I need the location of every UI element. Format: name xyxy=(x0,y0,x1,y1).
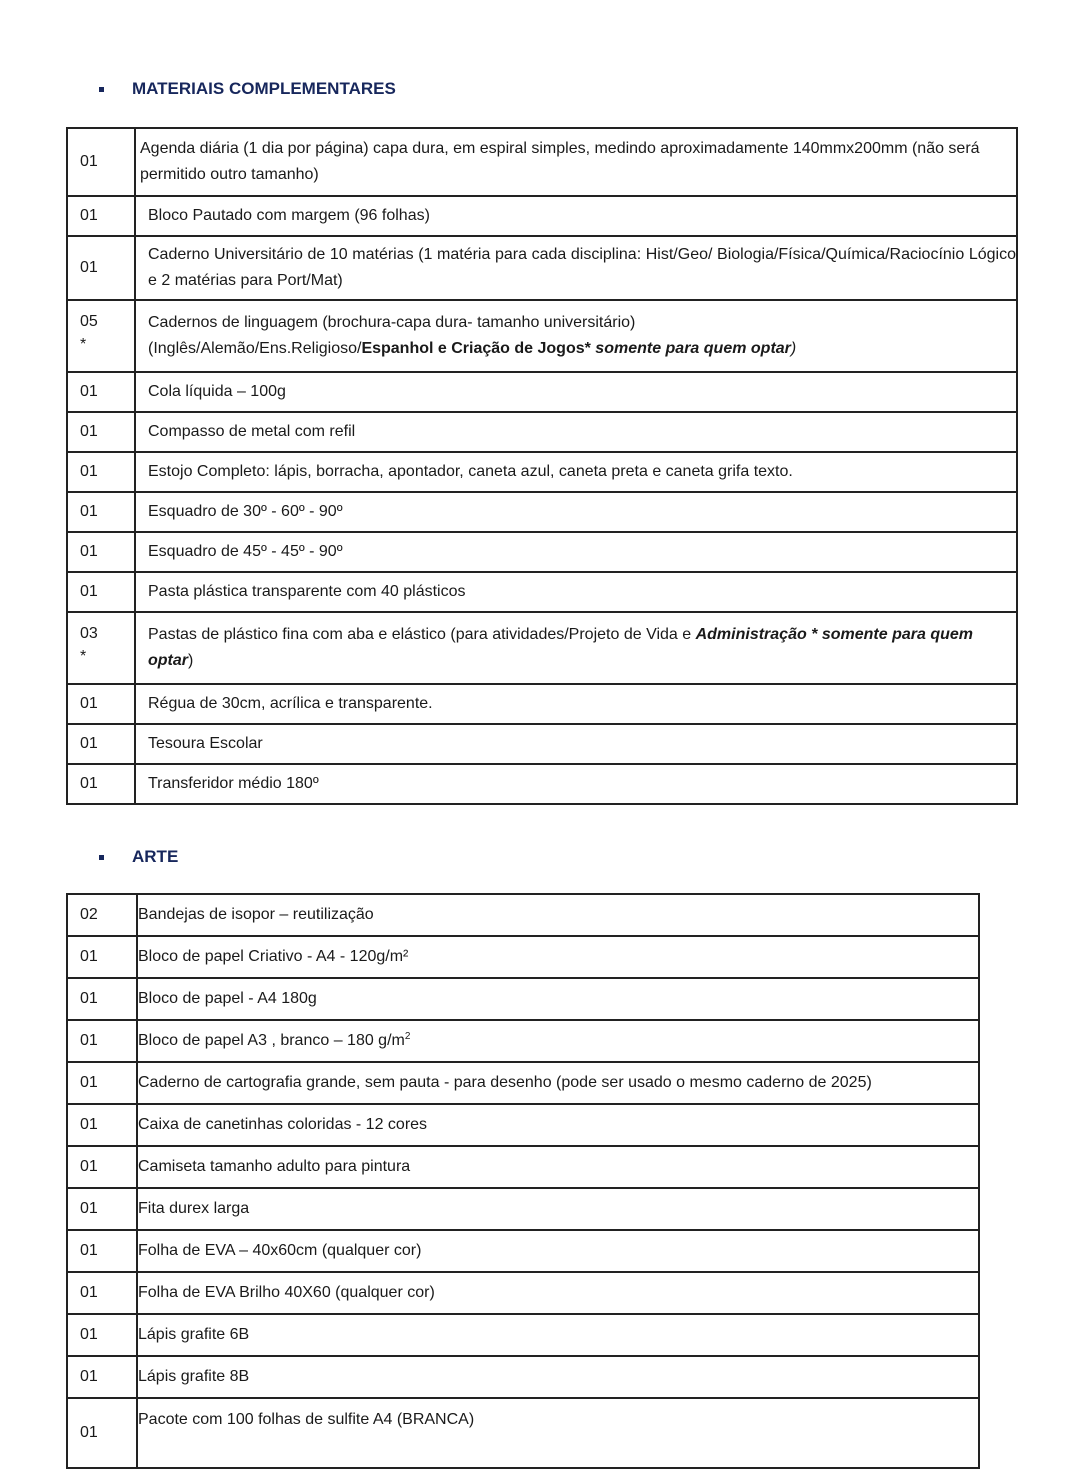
item-quantity xyxy=(67,300,135,372)
table-row xyxy=(67,1272,979,1314)
item-quantity: 01 xyxy=(67,452,135,492)
item-description xyxy=(135,612,1017,684)
table-row xyxy=(67,1356,979,1398)
item-description: Compasso de metal com refil xyxy=(135,412,1017,452)
item-quantity: 01 xyxy=(67,1230,137,1272)
table-row xyxy=(67,1188,979,1230)
table-row xyxy=(67,1230,979,1272)
item-quantity: 01 xyxy=(67,492,135,532)
description-text: Bloco de papel A3 , branco – 180 g/m xyxy=(138,1032,405,1049)
item-description: Régua de 30cm, acrílica e transparente. xyxy=(135,684,1017,724)
item-quantity: 01 xyxy=(67,128,135,196)
item-description: Camiseta tamanho adulto para pintura xyxy=(137,1146,979,1188)
item-description: Folha de EVA Brilho 40X60 (qualquer cor) xyxy=(137,1272,979,1314)
item-quantity: 01 xyxy=(67,1104,137,1146)
materiais-complementares-table xyxy=(66,127,1018,805)
item-quantity: 02 xyxy=(67,894,137,936)
description-bold-italic: Administração * somente para quem optar xyxy=(148,626,974,669)
description-bold-italic: somente para quem optar xyxy=(590,340,791,357)
square-bullet-icon xyxy=(99,87,104,92)
section-title: MATERIAIS COMPLEMENTARES xyxy=(132,79,396,98)
description-plain: (Inglês/Alemão/Ens.Religioso/ xyxy=(148,340,362,357)
table-row xyxy=(67,894,979,936)
item-quantity: 01 xyxy=(67,724,135,764)
item-description: Transferidor médio 180º xyxy=(135,764,1017,804)
item-description: Bloco de papel Criativo - A4 - 120g/m² xyxy=(137,936,979,978)
item-description: Caixa de canetinhas coloridas - 12 cores xyxy=(137,1104,979,1146)
description-bold: Espanhol e Criação de Jogos* xyxy=(361,340,591,357)
item-quantity: 01 xyxy=(67,1272,137,1314)
table-row xyxy=(67,612,1017,684)
section-title: ARTE xyxy=(132,847,179,866)
item-description: Fita durex larga xyxy=(137,1188,979,1230)
item-quantity: 01 xyxy=(67,978,137,1020)
item-quantity: 01 xyxy=(67,236,135,300)
item-description: Lápis grafite 6B xyxy=(137,1314,979,1356)
arte-table xyxy=(66,893,980,1469)
item-description: Bandejas de isopor – reutilização xyxy=(137,894,979,936)
table-row xyxy=(67,1314,979,1356)
item-description: Caderno de cartografia grande, sem pauta - para desenho (pode ser usado o mesmo caderno de 2025) xyxy=(137,1062,979,1104)
table-row xyxy=(67,196,1017,236)
table-row xyxy=(67,492,1017,532)
description-end: ) xyxy=(188,652,194,669)
item-quantity: 01 xyxy=(67,1398,137,1468)
item-description: Agenda diária (1 dia por página) capa dura, em espiral simples, medindo aproximadamente 140mmx200mm (não será permitido outro tamanho) xyxy=(135,128,1017,196)
item-quantity xyxy=(67,612,135,684)
description-end: ) xyxy=(790,340,797,357)
table-row xyxy=(67,128,1017,196)
item-quantity: 01 xyxy=(67,936,137,978)
quantity-value: 05 xyxy=(80,313,98,330)
table-row xyxy=(67,1062,979,1104)
table-row xyxy=(67,572,1017,612)
table-row xyxy=(67,1398,979,1468)
item-description: Bloco de papel - A4 180g xyxy=(137,978,979,1020)
item-quantity: 01 xyxy=(67,764,135,804)
table-row xyxy=(67,936,979,978)
item-description xyxy=(137,1020,979,1062)
square-bullet-icon xyxy=(99,855,104,860)
table-row xyxy=(67,1020,979,1062)
item-description xyxy=(135,300,1017,372)
table-row xyxy=(67,372,1017,412)
superscript: 2 xyxy=(404,1031,411,1042)
item-description: Lápis grafite 8B xyxy=(137,1356,979,1398)
table-row xyxy=(67,1104,979,1146)
table-row xyxy=(67,724,1017,764)
table-row xyxy=(67,236,1017,300)
item-quantity: 01 xyxy=(67,1146,137,1188)
item-description: Cola líquida – 100g xyxy=(135,372,1017,412)
item-description: Tesoura Escolar xyxy=(135,724,1017,764)
section-heading-materiais-complementares xyxy=(96,79,396,99)
item-quantity: 01 xyxy=(67,1020,137,1062)
item-description: Caderno Universitário de 10 matérias (1 matéria para cada disciplina: Hist/Geo/ Biologia/Física/Química/Raciocínio Lógico e 2 matérias para Port/Mat) xyxy=(135,236,1017,300)
table-row xyxy=(67,684,1017,724)
item-quantity: 01 xyxy=(67,1314,137,1356)
item-quantity: 01 xyxy=(67,196,135,236)
item-description: Estojo Completo: lápis, borracha, apontador, caneta azul, caneta preta e caneta grifa texto. xyxy=(135,452,1017,492)
table-row xyxy=(67,300,1017,372)
table-row xyxy=(67,452,1017,492)
item-quantity: 01 xyxy=(67,1356,137,1398)
quantity-value: 03 xyxy=(80,625,98,642)
item-quantity: 01 xyxy=(67,412,135,452)
table-row xyxy=(67,764,1017,804)
table-row xyxy=(67,1146,979,1188)
item-description: Esquadro de 45º - 45º - 90º xyxy=(135,532,1017,572)
optional-marker: * xyxy=(80,648,87,665)
optional-marker: * xyxy=(80,336,87,353)
item-description: Pasta plástica transparente com 40 plásticos xyxy=(135,572,1017,612)
table-row xyxy=(67,412,1017,452)
item-description: Esquadro de 30º - 60º - 90º xyxy=(135,492,1017,532)
item-quantity: 01 xyxy=(67,684,135,724)
section-heading-arte xyxy=(96,847,178,867)
item-quantity: 01 xyxy=(67,572,135,612)
item-quantity: 01 xyxy=(67,532,135,572)
item-description: Bloco Pautado com margem (96 folhas) xyxy=(135,196,1017,236)
table-row xyxy=(67,978,979,1020)
item-quantity: 01 xyxy=(67,1062,137,1104)
item-quantity: 01 xyxy=(67,372,135,412)
item-quantity: 01 xyxy=(67,1188,137,1230)
description-line-1: Cadernos de linguagem (brochura-capa dura- tamanho universitário) xyxy=(148,314,636,331)
item-description: Pacote com 100 folhas de sulfite A4 (BRANCA) xyxy=(137,1398,979,1468)
item-description: Folha de EVA – 40x60cm (qualquer cor) xyxy=(137,1230,979,1272)
table-row xyxy=(67,532,1017,572)
description-plain: Pastas de plástico fina com aba e elástico (para atividades/Projeto de Vida e xyxy=(148,626,696,643)
